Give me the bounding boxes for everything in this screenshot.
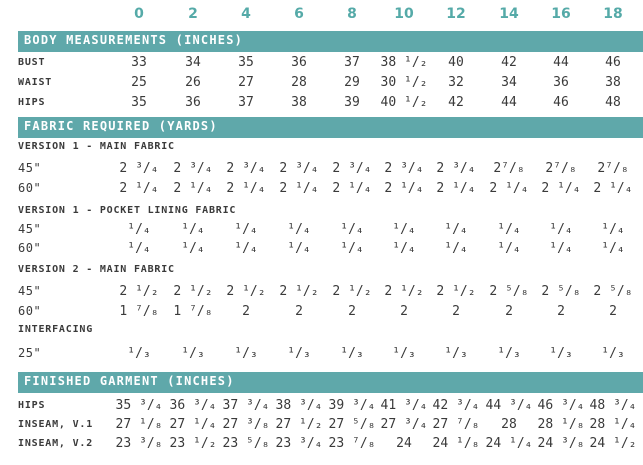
table-cell: 28: [291, 75, 307, 90]
table-cell: 28 ¹/₈: [537, 417, 585, 432]
table-cell: 35: [131, 95, 147, 110]
section-bar-body-measurements: [18, 31, 643, 52]
row-inseam-v2-label: INSEAM, V.2: [18, 438, 94, 449]
table-cell: 1 ⁷/₈: [119, 304, 159, 319]
table-cell: 23 ¹/₂: [169, 436, 217, 451]
table-cell: ¹/₃: [127, 346, 151, 361]
table-cell: ¹/₄: [181, 222, 205, 237]
table-cell: 44: [553, 55, 569, 70]
table-cell: 2⁷/₈: [597, 161, 629, 176]
table-cell: 2: [609, 304, 617, 319]
table-cell: ¹/₄: [444, 241, 468, 256]
table-cell: 23 ³/₄: [275, 436, 323, 451]
table-cell: 26: [185, 75, 201, 90]
table-cell: 42 ³/₄: [432, 398, 480, 413]
table-cell: 27 ³/₄: [380, 417, 428, 432]
table-cell: 24 ³/₈: [537, 436, 585, 451]
table-cell: 28: [501, 417, 517, 432]
table-cell: 38 ¹/₂: [380, 55, 428, 70]
row-bust-label: BUST: [18, 57, 46, 68]
table-cell: ¹/₃: [549, 346, 573, 361]
table-cell: ¹/₄: [181, 241, 205, 256]
table-cell: 32: [448, 75, 464, 90]
table-cell: 2 ¹/₄: [279, 181, 319, 196]
table-cell: ¹/₄: [234, 222, 258, 237]
table-cell: 36: [291, 55, 307, 70]
table-cell: 29: [344, 75, 360, 90]
table-cell: 27: [238, 75, 254, 90]
size-column-header: 12: [446, 6, 466, 22]
table-cell: 27 ¹/₂: [275, 417, 323, 432]
table-cell: 30 ¹/₂: [380, 75, 428, 90]
row-v2-main-45in-label: 45": [18, 284, 42, 298]
table-cell: 23 ⁵/₈: [222, 436, 270, 451]
table-cell: 27 ¹/₄: [169, 417, 217, 432]
table-cell: 38: [605, 75, 621, 90]
subheading-version-2-main-fabric: VERSION 2 - MAIN FABRIC: [18, 264, 175, 275]
table-cell: 2 ¹/₂: [332, 284, 372, 299]
table-cell: ¹/₄: [549, 222, 573, 237]
table-cell: 24 ¹/₄: [485, 436, 533, 451]
table-cell: 37: [344, 55, 360, 70]
table-cell: 33: [131, 55, 147, 70]
table-cell: 2 ³/₄: [436, 161, 476, 176]
subheading-version-1-pocket-lining: VERSION 1 - POCKET LINING FABRIC: [18, 205, 237, 216]
section-title-finished-garment: FINISHED GARMENT (INCHES): [24, 374, 235, 388]
row-v1-main-60in-label: 60": [18, 181, 42, 195]
table-cell: 39 ³/₄: [328, 398, 376, 413]
size-column-header: 14: [499, 6, 519, 22]
table-cell: 23 ⁷/₈: [328, 436, 376, 451]
table-cell: ¹/₄: [340, 241, 364, 256]
row-v1-pocket-60in-label: 60": [18, 241, 42, 255]
table-cell: 2 ³/₄: [173, 161, 213, 176]
section-title-body-measurements: BODY MEASUREMENTS (INCHES): [24, 33, 244, 47]
table-cell: ¹/₃: [340, 346, 364, 361]
table-cell: ¹/₄: [340, 222, 364, 237]
table-cell: 25: [131, 75, 147, 90]
size-column-header: 10: [394, 6, 414, 22]
table-cell: ¹/₄: [497, 241, 521, 256]
table-cell: 28 ¹/₄: [589, 417, 637, 432]
table-cell: ¹/₃: [601, 346, 625, 361]
table-cell: ¹/₃: [497, 346, 521, 361]
table-cell: 46: [553, 95, 569, 110]
table-cell: ¹/₄: [127, 241, 151, 256]
table-cell: 2 ¹/₂: [384, 284, 424, 299]
table-cell: 2 ⁵/₈: [489, 284, 529, 299]
section-bar-finished-garment: [18, 372, 643, 393]
row-waist-label: WAIST: [18, 77, 53, 88]
table-cell: 2 ⁵/₈: [541, 284, 581, 299]
table-cell: 2⁷/₈: [493, 161, 525, 176]
table-cell: 34: [501, 75, 517, 90]
table-cell: 2 ¹/₂: [173, 284, 213, 299]
table-cell: 41 ³/₄: [380, 398, 428, 413]
table-cell: 48: [605, 95, 621, 110]
table-cell: 2: [557, 304, 565, 319]
table-cell: 2: [348, 304, 356, 319]
table-cell: 2 ¹/₄: [384, 181, 424, 196]
table-cell: 2 ¹/₄: [541, 181, 581, 196]
table-cell: 36: [553, 75, 569, 90]
table-cell: 39: [344, 95, 360, 110]
subheading-version-1-main-fabric: VERSION 1 - MAIN FABRIC: [18, 141, 175, 152]
table-cell: 2: [452, 304, 460, 319]
table-cell: ¹/₃: [234, 346, 258, 361]
table-cell: 38 ³/₄: [275, 398, 323, 413]
table-cell: ¹/₄: [287, 222, 311, 237]
table-cell: 2 ³/₄: [119, 161, 159, 176]
table-cell: 46: [605, 55, 621, 70]
table-cell: ¹/₃: [181, 346, 205, 361]
table-cell: 40 ¹/₂: [380, 95, 428, 110]
table-cell: 34: [185, 55, 201, 70]
table-cell: 2 ¹/₄: [489, 181, 529, 196]
table-cell: 38: [291, 95, 307, 110]
table-cell: ¹/₃: [392, 346, 416, 361]
table-cell: ¹/₄: [601, 241, 625, 256]
table-cell: 24 ¹/₈: [432, 436, 480, 451]
table-cell: 27 ⁵/₈: [328, 417, 376, 432]
size-column-header: 16: [551, 6, 571, 22]
table-cell: 44 ³/₄: [485, 398, 533, 413]
table-cell: 2: [400, 304, 408, 319]
table-cell: 2: [505, 304, 513, 319]
table-cell: ¹/₄: [549, 241, 573, 256]
row-hips-body-label: HIPS: [18, 97, 46, 108]
table-cell: 42: [501, 55, 517, 70]
table-cell: ¹/₄: [234, 241, 258, 256]
table-cell: 2: [295, 304, 303, 319]
subheading-interfacing: INTERFACING: [18, 324, 94, 335]
table-cell: ¹/₄: [601, 222, 625, 237]
table-cell: ¹/₄: [392, 241, 416, 256]
table-cell: 2 ³/₄: [279, 161, 319, 176]
size-column-header: 8: [347, 6, 357, 22]
table-cell: 35 ³/₄: [115, 398, 163, 413]
table-cell: 27 ⁷/₈: [432, 417, 480, 432]
table-cell: ¹/₃: [444, 346, 468, 361]
row-interfacing-25in-label: 25": [18, 346, 42, 360]
table-cell: 2⁷/₈: [545, 161, 577, 176]
table-cell: 2 ¹/₂: [279, 284, 319, 299]
table-cell: 2 ¹/₄: [119, 181, 159, 196]
row-v2-main-60in-label: 60": [18, 304, 42, 318]
table-cell: ¹/₄: [392, 222, 416, 237]
table-cell: 2 ³/₄: [384, 161, 424, 176]
row-v1-main-45in-label: 45": [18, 161, 42, 175]
row-inseam-v1-label: INSEAM, V.1: [18, 419, 94, 430]
table-cell: 2 ¹/₄: [173, 181, 213, 196]
size-column-header: 6: [294, 6, 304, 22]
table-cell: 46 ³/₄: [537, 398, 585, 413]
table-cell: 37: [238, 95, 254, 110]
table-cell: ¹/₄: [444, 222, 468, 237]
size-column-header: 4: [241, 6, 251, 22]
row-hips-finished-label: HIPS: [18, 400, 46, 411]
table-cell: 23 ³/₈: [115, 436, 163, 451]
table-cell: 24: [396, 436, 412, 451]
table-cell: 2 ¹/₄: [226, 181, 266, 196]
row-v1-pocket-45in-label: 45": [18, 222, 42, 236]
table-cell: 36 ³/₄: [169, 398, 217, 413]
table-cell: 44: [501, 95, 517, 110]
table-cell: 2 ¹/₂: [226, 284, 266, 299]
section-title-fabric-required: FABRIC REQUIRED (YARDS): [24, 119, 218, 133]
table-cell: 35: [238, 55, 254, 70]
table-cell: 2 ¹/₂: [119, 284, 159, 299]
table-cell: 2 ¹/₄: [332, 181, 372, 196]
table-cell: 36: [185, 95, 201, 110]
table-cell: 2: [242, 304, 250, 319]
section-bar-fabric-required: [18, 117, 643, 138]
table-cell: ¹/₃: [287, 346, 311, 361]
size-column-header: 2: [188, 6, 198, 22]
table-cell: 27 ¹/₈: [115, 417, 163, 432]
table-cell: 2 ¹/₂: [436, 284, 476, 299]
table-cell: ¹/₄: [287, 241, 311, 256]
table-cell: 42: [448, 95, 464, 110]
table-cell: 2 ¹/₄: [593, 181, 633, 196]
table-cell: ¹/₄: [497, 222, 521, 237]
table-cell: ¹/₄: [127, 222, 151, 237]
table-cell: 2 ⁵/₈: [593, 284, 633, 299]
table-cell: 2 ¹/₄: [436, 181, 476, 196]
size-column-header: 0: [134, 6, 144, 22]
table-cell: 2 ³/₄: [332, 161, 372, 176]
table-cell: 48 ³/₄: [589, 398, 637, 413]
table-cell: 24 ¹/₂: [589, 436, 637, 451]
table-cell: 27 ³/₈: [222, 417, 270, 432]
table-cell: 2 ³/₄: [226, 161, 266, 176]
table-cell: 40: [448, 55, 464, 70]
table-cell: 37 ³/₄: [222, 398, 270, 413]
size-column-header: 18: [603, 6, 623, 22]
table-cell: 1 ⁷/₈: [173, 304, 213, 319]
